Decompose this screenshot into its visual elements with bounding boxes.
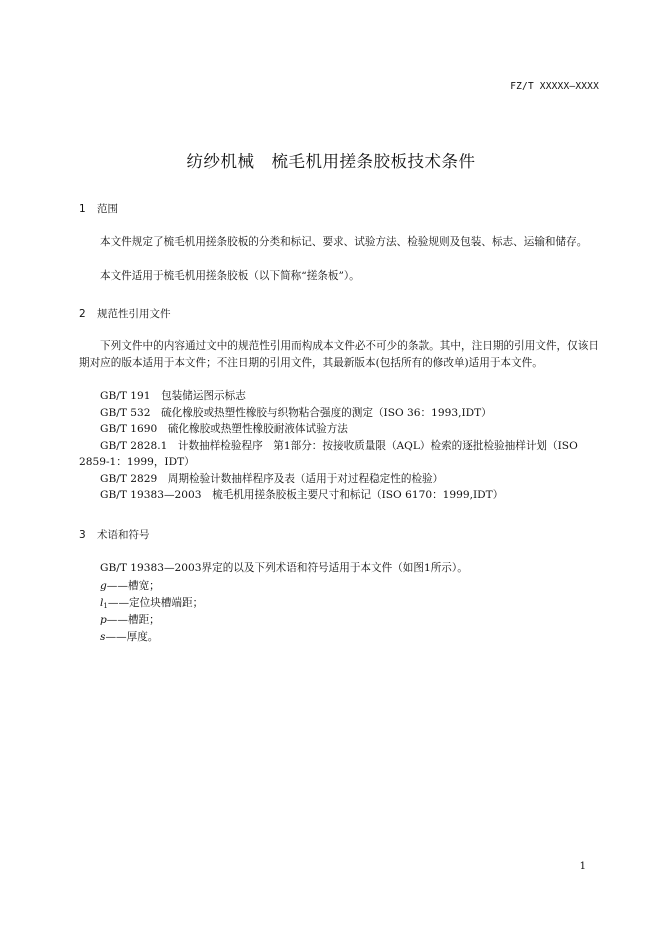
section-1-para-1: 本文件规定了梳毛机用搓条胶板的分类和标记、要求、试验方法、检验规则及包装、标志、运输和储存。 [100,236,588,248]
section-3-intro: GB/T 19383—2003界定的以及下列术语和符号适用于本文件（如图1所示）。 [100,562,468,574]
symbol-desc: ——槽距； [106,614,160,626]
reference-code: GB/T 2828.1 [100,440,168,452]
reference-code: GB/T 1690 [100,423,158,435]
section-2-title: 规范性引用文件 [97,308,171,320]
symbol-item [100,629,158,646]
symbol-subscript: 1 [103,602,108,610]
symbol-item [100,612,160,629]
symbol: l [100,597,104,609]
section-2-heading [79,306,171,321]
reference-title: 硫化橡胶或热塑性橡胶与织物粘合强度的测定（ISO 36：1993,IDT） [161,407,492,419]
reference-item [100,388,246,405]
section-1-title: 范围 [97,203,118,215]
reference-title: 2859-1：1999，IDT） [79,456,195,468]
section-2-intro: 下列文件中的内容通过文中的规范性引用而构成本文件必不可少的条款。其中，注日期的引用文件，仅该日期对应的版本适用于本文件；不注日期的引用文件，其最新版本(包括所有的修改单)适用于本文件。 [79,340,599,369]
reference-title: 周期检验计数抽样程序及表（适用于对过程稳定性的检验） [167,473,444,485]
reference-title: 包装储运图示标志 [161,390,246,402]
reference-title: 计数抽样检验程序 第1部分：按接收质量限（AQL）检索的逐批检验抽样计划（ISO [177,440,578,452]
reference-code: GB/T 191 [100,390,151,402]
symbol-desc: ——定位块槽端距； [107,597,204,609]
document-title [0,148,662,172]
reference-code: GB/T 2829 [100,473,158,485]
title-part-1: 纺纱机械 [186,152,255,171]
reference-item-continuation [79,454,195,471]
section-1-para-2: 本文件适用于梳毛机用搓条胶板（以下简称“搓条板”）。 [100,270,360,282]
symbol: s [100,631,106,643]
section-3-heading [79,527,150,542]
title-part-2: 梳毛机用搓条胶板技术条件 [271,152,476,171]
page-number: 1 [579,861,586,872]
symbol-desc: ——厚度。 [105,631,159,643]
section-1-heading [79,201,118,216]
section-2-number: 2 [79,308,86,320]
symbol: g [100,580,107,592]
reference-code: GB/T 532 [100,407,151,419]
standard-number: FZ/T XXXXX—XXXX [510,81,599,92]
reference-item [100,438,578,455]
reference-item [100,487,503,504]
reference-title: 硫化橡胶或热塑性橡胶耐液体试验方法 [167,423,348,435]
symbol: p [100,614,107,626]
symbol-item [100,578,160,595]
reference-item [100,421,348,438]
reference-item [100,471,443,488]
reference-code: GB/T 19383—2003 [100,489,202,501]
reference-title: 梳毛机用搓条胶板主要尺寸和标记（ISO 6170：1999,IDT） [212,489,504,501]
reference-item [100,405,492,422]
section-3-title: 术语和符号 [97,529,150,541]
symbol-desc: ——槽宽； [106,580,160,592]
section-1-number: 1 [79,203,86,215]
section-3-number: 3 [79,529,86,541]
